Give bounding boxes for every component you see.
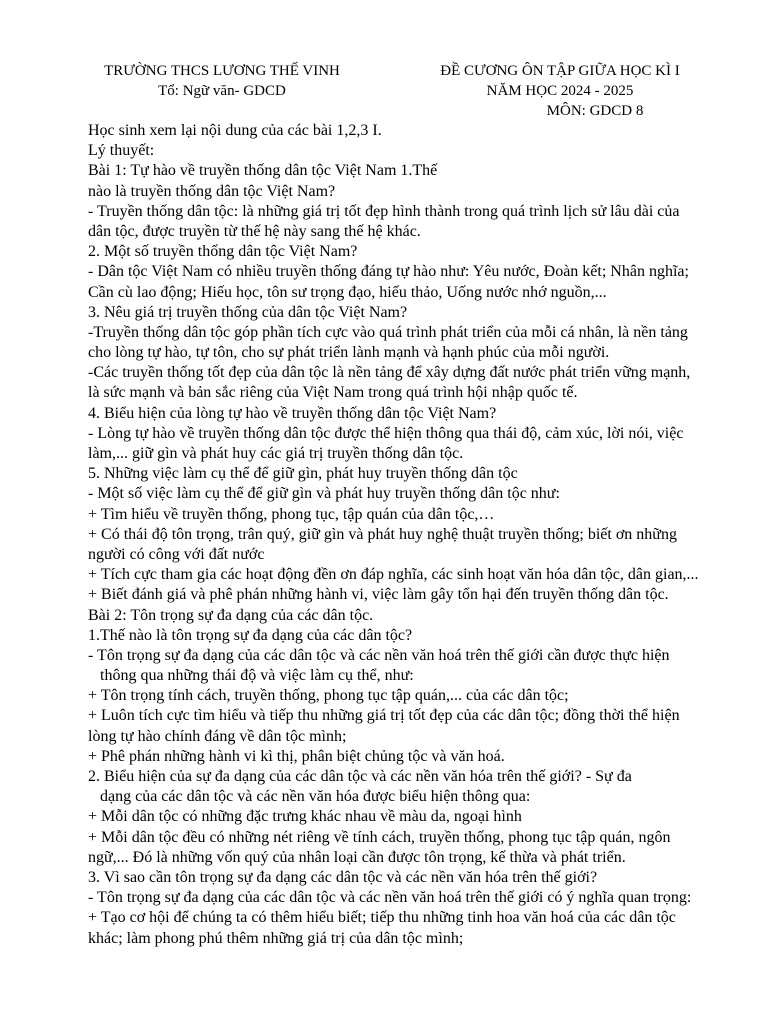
text-line: - Lòng tự hào về truyền thống dân tộc được thể hiện thông qua thái độ, cảm xúc, lời nói, việc xyxy=(88,424,684,442)
text-line: ngữ,... Đó là những vốn quý của nhân loại cần được tôn trọng, kế thừa và phát triển. xyxy=(88,848,626,866)
document-body xyxy=(88,121,748,949)
text-line: dân tộc, được truyền từ thế hệ này sang thế hệ khác. xyxy=(88,222,421,240)
school-year: NĂM HỌC 2024 - 2025 xyxy=(486,83,634,99)
text-line: lòng tự hào chính đáng về dân tộc mình; xyxy=(88,727,347,745)
text-line: - Tôn trọng sự đa dạng của các dân tộc và các nền văn hoá trên thế giới có ý nghĩa quan trọng: xyxy=(88,889,692,907)
text-line: + Tích cực tham gia các hoạt động đền ơn đáp nghĩa, các sinh hoạt văn hóa dân tộc, dân gian,... xyxy=(88,566,699,584)
document-header xyxy=(0,61,768,121)
text-line: + Mỗi dân tộc đều có những nét riêng về tính cách, truyền thống, phong tục tập quán, ngôn xyxy=(88,828,671,846)
text-line: Bài 2: Tôn trọng sự đa dạng của các dân tộc. xyxy=(88,606,374,624)
document-title: ĐỀ CƯƠNG ÔN TẬP GIỮA HỌC KÌ I xyxy=(440,63,680,79)
text-line: + Biết đánh giá và phê phán những hành vi, việc làm gây tổn hại đến truyền thống dân tộc. xyxy=(88,586,669,604)
text-line: là sức mạnh và bản sắc riêng của Việt Nam trong quá trình hội nhập quốc tế. xyxy=(88,384,578,402)
header-left-block xyxy=(62,61,382,101)
text-line: người có công với đất nước xyxy=(88,545,265,563)
text-line: - Truyền thống dân tộc: là những giá trị tốt đẹp hình thành trong quá trình lịch sử lâu dài của xyxy=(88,202,680,220)
text-line: + Luôn tích cực tìm hiểu và tiếp thu những giá trị tốt đẹp của các dân tộc; đồng thời thể hiện xyxy=(88,707,680,725)
text-line: Bài 1: Tự hào về truyền thống dân tộc Việt Nam 1.Thế xyxy=(88,162,438,180)
text-line: cho lòng tự hào, tự tôn, cho sự phát triển lành mạnh và hạnh phúc của mỗi người. xyxy=(88,344,610,362)
text-line: -Các truyền thống tốt đẹp của dân tộc là nền tảng để xây dựng đất nước phát triển vững mạnh, xyxy=(88,364,691,382)
text-line: 3. Nêu giá trị truyền thống của dân tộc Việt Nam? xyxy=(88,303,408,321)
text-line: Cần cù lao động; Hiếu học, tôn sư trọng đạo, hiếu thảo, Uống nước nhớ nguồn,... xyxy=(88,283,607,301)
text-line: + Tìm hiểu về truyền thống, phong tục, tập quán của dân tộc,… xyxy=(88,505,495,523)
text-line: + Tạo cơ hội để chúng ta có thêm hiểu biết; tiếp thu những tinh hoa văn hoá của các dân tộc xyxy=(88,909,676,927)
text-line: Học sinh xem lại nội dung của các bài 1,2,3 I. xyxy=(88,122,382,139)
text-line: làm,... giữ gìn và phát huy các giá trị truyền thống dân tộc. xyxy=(88,445,464,462)
text-line: 1.Thế nào là tôn trọng sự đa dạng của các dân tộc? xyxy=(88,626,413,644)
text-line: khác; làm phong phú thêm những giá trị của dân tộc mình; xyxy=(88,929,464,947)
text-line: 2. Một số truyền thống dân tộc Việt Nam? xyxy=(88,243,358,261)
department-name: Tổ: Ngữ văn- GDCD xyxy=(158,83,286,99)
text-line: + Tôn trọng tính cách, truyền thống, phong tục tập quán,... của các dân tộc; xyxy=(88,687,569,705)
text-line: thông qua những thái độ và việc làm cụ thể, như: xyxy=(100,667,414,685)
text-line: 3. Vì sao cần tôn trọng sự đa dạng các dân tộc và các nền văn hóa trên thế giới? xyxy=(88,868,598,886)
text-line: 4. Biểu hiện của lòng tự hào về truyền thống dân tộc Việt Nam? xyxy=(88,404,497,422)
text-line: - Tôn trọng sự đa dạng của các dân tộc và các nền văn hoá trên thế giới cần được thực hiện xyxy=(88,646,670,664)
subject-name: MÔN: GDCD 8 xyxy=(546,103,644,119)
text-line: + Mỗi dân tộc có những đặc trưng khác nhau về màu da, ngoại hình xyxy=(88,808,522,826)
text-line: dạng của các dân tộc và các nền văn hóa được biểu hiện thông qua: xyxy=(100,788,531,806)
header-right-block xyxy=(420,61,700,121)
text-line: + Có thái độ tôn trọng, trân quý, giữ gìn và phát huy nghệ thuật truyền thống; biết ơn những xyxy=(88,525,677,543)
text-line: - Dân tộc Việt Nam có nhiều truyền thống đáng tự hào như: Yêu nước, Đoàn kết; Nhân nghĩa; xyxy=(88,263,689,281)
text-line: -Truyền thống dân tộc góp phần tích cực vào quá trình phát triển của mỗi cá nhân, là nền tảng xyxy=(88,323,688,341)
text-line: nào là truyền thống dân tộc Việt Nam? xyxy=(88,182,336,200)
school-name: TRƯỜNG THCS LƯƠNG THẾ VINH xyxy=(104,63,340,79)
text-line: 2. Biểu hiện của sự đa dạng của các dân tộc và các nền văn hóa trên thế giới? - Sự đa xyxy=(88,768,632,785)
text-line: + Phê phán những hành vi kì thị, phân biệt chủng tộc và văn hoá. xyxy=(88,747,505,765)
text-line: 5. Những việc làm cụ thể để giữ gìn, phát huy truyền thống dân tộc xyxy=(88,465,518,483)
text-line: Lý thuyết: xyxy=(88,142,155,160)
text-line: - Một số việc làm cụ thể để giữ gìn và phát huy truyền thống dân tộc như: xyxy=(88,485,560,503)
